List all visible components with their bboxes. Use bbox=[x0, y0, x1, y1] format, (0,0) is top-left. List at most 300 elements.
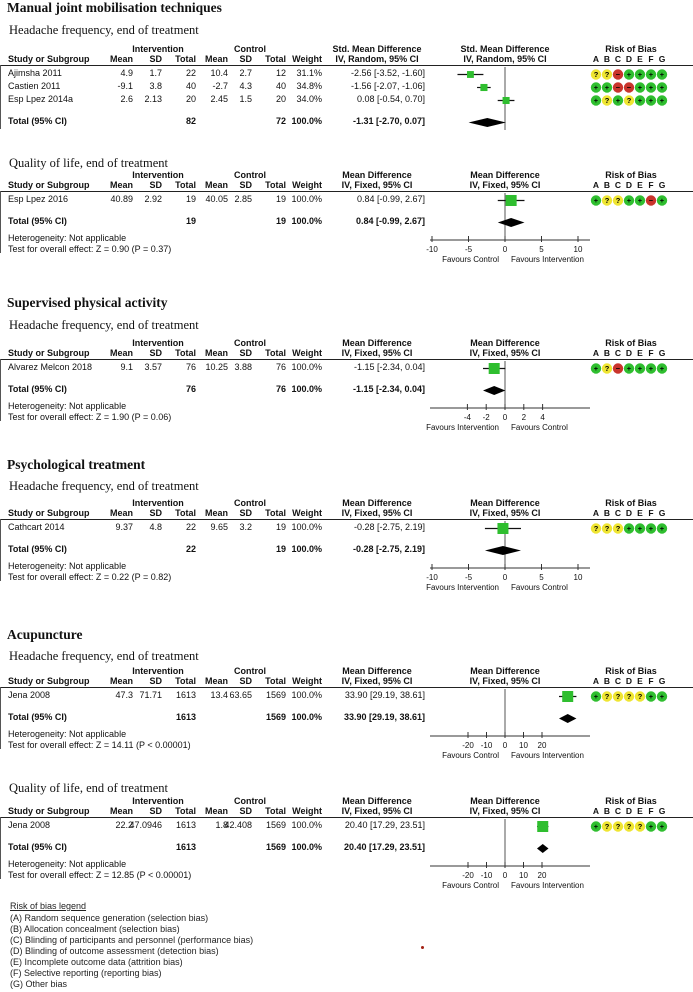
col-sd: SD bbox=[239, 54, 252, 64]
intervention-total: 22 bbox=[185, 522, 196, 532]
ci-text: 20.40 [17.29, 23.51] bbox=[344, 820, 425, 830]
total-weight: 100.0% bbox=[291, 116, 322, 126]
rob-symbol: + bbox=[648, 96, 654, 106]
axis-tick-label: 0 bbox=[502, 413, 508, 422]
legend-item: (D) Blinding of outcome assessment (detection bias) bbox=[10, 946, 219, 956]
rob-symbol: ? bbox=[593, 70, 599, 80]
rob-symbol: ? bbox=[615, 196, 621, 206]
total-ci-text: 0.84 [-0.99, 2.67] bbox=[355, 216, 425, 226]
control-sd: 3.88 bbox=[234, 362, 252, 372]
rob-letter: G bbox=[658, 348, 666, 358]
overall-effect-test: Test for overall effect: Z = 1.90 (P = 0.06) bbox=[8, 412, 172, 422]
col-group-intervention: Intervention bbox=[132, 170, 184, 180]
control-mean: 9.65 bbox=[210, 522, 228, 532]
axis-tick-label: 0 bbox=[502, 741, 508, 750]
rob-symbol: + bbox=[659, 692, 665, 702]
total-control-n: 19 bbox=[275, 216, 286, 226]
axis-tick-label: 20 bbox=[537, 871, 547, 880]
rob-symbol: − bbox=[648, 196, 654, 206]
col-total: Total bbox=[175, 54, 196, 64]
rob-letter: E bbox=[637, 676, 643, 686]
category-title-physical-activity: Supervised physical activity bbox=[7, 295, 168, 310]
axis-tick-label: 10 bbox=[519, 871, 528, 880]
control-sd: 4.3 bbox=[239, 81, 252, 91]
total-label: Total (95% CI) bbox=[8, 116, 67, 126]
col-group-control: Control bbox=[234, 44, 266, 54]
col-group-intervention: Intervention bbox=[132, 666, 184, 676]
col-method-label: IV, Fixed, 95% CI bbox=[341, 806, 413, 816]
col-total: Total bbox=[265, 348, 286, 358]
col-effect-label: Mean Difference bbox=[342, 796, 412, 806]
axis-tick-label: 0 bbox=[502, 245, 508, 254]
rob-symbol: + bbox=[648, 364, 654, 374]
rob-symbol: ? bbox=[604, 196, 610, 206]
favours-left-label: Favours Intervention bbox=[426, 423, 499, 432]
col-mean: Mean bbox=[109, 54, 133, 64]
risk-of-bias-legend bbox=[10, 901, 253, 990]
col-sd: SD bbox=[149, 348, 162, 358]
rob-symbol: + bbox=[593, 96, 599, 106]
axis-tick-label: -20 bbox=[462, 741, 474, 750]
col-study: Study or Subgroup bbox=[8, 508, 90, 518]
heterogeneity-note: Heterogeneity: Not applicable bbox=[8, 401, 127, 411]
rob-symbol: + bbox=[659, 822, 665, 832]
col-group-control: Control bbox=[234, 338, 266, 348]
total-control-n: 1569 bbox=[265, 842, 286, 852]
axis-tick-label: -2 bbox=[482, 413, 490, 422]
rob-letter: C bbox=[614, 348, 622, 358]
total-control-n: 76 bbox=[275, 384, 286, 394]
outcome-title: Headache frequency, end of treatment bbox=[9, 23, 199, 37]
overall-effect-test: Test for overall effect: Z = 0.90 (P = 0.37) bbox=[8, 244, 172, 254]
rob-letter: F bbox=[648, 676, 654, 686]
col-study: Study or Subgroup bbox=[8, 180, 90, 190]
forest-table-manual-joint-qol bbox=[0, 170, 693, 268]
favours-right-label: Favours Control bbox=[511, 423, 568, 432]
control-total: 12 bbox=[275, 68, 286, 78]
total-ci-text: -0.28 [-2.75, 2.19] bbox=[352, 544, 425, 554]
forest-plot-svg bbox=[0, 498, 693, 596]
col-weight: Weight bbox=[292, 806, 322, 816]
intervention-total: 22 bbox=[185, 68, 196, 78]
heterogeneity-note: Heterogeneity: Not applicable bbox=[8, 561, 127, 571]
legend-item: (A) Random sequence generation (selection bias) bbox=[10, 913, 209, 923]
intervention-sd: 71.71 bbox=[139, 690, 162, 700]
ci-text: -2.56 [-3.52, -1.60] bbox=[350, 68, 425, 78]
rob-letter: A bbox=[592, 508, 600, 518]
rob-symbol: ? bbox=[604, 96, 610, 106]
rob-letter: C bbox=[614, 806, 622, 816]
plot-method-label: IV, Fixed, 95% CI bbox=[469, 676, 541, 686]
study-name: Ajimsha 2011 bbox=[8, 68, 62, 78]
favours-left-label: Favours Control bbox=[442, 255, 499, 264]
overall-effect-test: Test for overall effect: Z = 0.22 (P = 0.82) bbox=[8, 572, 172, 582]
total-weight: 100.0% bbox=[291, 712, 322, 722]
total-intervention-n: 76 bbox=[185, 384, 196, 394]
rob-letter: E bbox=[637, 348, 643, 358]
weight-value: 100.0% bbox=[291, 820, 322, 830]
ci-text: -1.56 [-2.07, -1.06] bbox=[350, 81, 425, 91]
intervention-sd: 3.8 bbox=[149, 81, 162, 91]
weight-value: 100.0% bbox=[291, 362, 322, 372]
rob-symbol: + bbox=[659, 70, 665, 80]
rob-symbol: + bbox=[648, 70, 654, 80]
col-group-intervention: Intervention bbox=[132, 498, 184, 508]
axis-tick-label: 10 bbox=[573, 573, 583, 582]
effect-square bbox=[480, 84, 487, 91]
outcome-title: Quality of life, end of treatment bbox=[9, 156, 168, 170]
effect-square bbox=[467, 71, 474, 78]
plot-effect-label: Mean Difference bbox=[470, 338, 540, 348]
col-group-control: Control bbox=[234, 796, 266, 806]
intervention-total: 19 bbox=[185, 194, 196, 204]
col-effect-label: Mean Difference bbox=[342, 338, 412, 348]
study-name: Castien 2011 bbox=[8, 81, 61, 91]
intervention-sd: 4.8 bbox=[149, 522, 162, 532]
plot-effect-label: Std. Mean Difference bbox=[460, 44, 550, 54]
total-intervention-n: 22 bbox=[185, 544, 196, 554]
legend-item: (E) Incomplete outcome data (attrition bias) bbox=[10, 957, 183, 967]
col-risk-of-bias: Risk of Bias bbox=[605, 498, 657, 508]
col-weight: Weight bbox=[292, 54, 322, 64]
col-risk-of-bias: Risk of Bias bbox=[605, 170, 657, 180]
rob-symbol: + bbox=[659, 96, 665, 106]
rob-letter: G bbox=[658, 180, 666, 190]
col-sd: SD bbox=[149, 806, 162, 816]
rob-letter: F bbox=[648, 348, 654, 358]
col-total: Total bbox=[175, 180, 196, 190]
axis-tick-label: 5 bbox=[539, 245, 544, 254]
col-group-control: Control bbox=[234, 498, 266, 508]
heterogeneity-note: Heterogeneity: Not applicable bbox=[8, 233, 127, 243]
col-sd: SD bbox=[239, 806, 252, 816]
effect-square bbox=[506, 195, 517, 206]
col-group-control: Control bbox=[234, 666, 266, 676]
col-study: Study or Subgroup bbox=[8, 348, 90, 358]
category-title-psychological: Psychological treatment bbox=[7, 457, 146, 472]
axis-tick-label: -5 bbox=[464, 245, 473, 254]
total-weight: 100.0% bbox=[291, 384, 322, 394]
rob-symbol: + bbox=[637, 70, 643, 80]
control-total: 40 bbox=[275, 81, 286, 91]
plot-effect-label: Mean Difference bbox=[470, 666, 540, 676]
control-total: 19 bbox=[275, 194, 286, 204]
legend-item: (B) Allocation concealment (selection bias) bbox=[10, 924, 180, 934]
rob-symbol: ? bbox=[604, 692, 610, 702]
plot-method-label: IV, Fixed, 95% CI bbox=[469, 180, 541, 190]
col-mean: Mean bbox=[204, 180, 228, 190]
control-total: 20 bbox=[275, 94, 286, 104]
rob-letter: G bbox=[658, 676, 666, 686]
control-mean: 13.4 bbox=[210, 690, 228, 700]
category-title-manual-joint: Manual joint mobilisation techniques bbox=[7, 0, 222, 15]
col-group-intervention: Intervention bbox=[132, 338, 184, 348]
rob-letter: B bbox=[603, 348, 611, 358]
col-mean: Mean bbox=[204, 676, 228, 686]
control-mean: 10.25 bbox=[205, 362, 228, 372]
control-total: 1569 bbox=[265, 690, 286, 700]
col-mean: Mean bbox=[204, 806, 228, 816]
col-risk-of-bias: Risk of Bias bbox=[605, 338, 657, 348]
favours-left-label: Favours Control bbox=[442, 881, 499, 890]
weight-value: 31.1% bbox=[296, 68, 322, 78]
favours-left-label: Favours Intervention bbox=[426, 583, 499, 592]
intervention-sd: 3.57 bbox=[144, 362, 162, 372]
control-total: 1569 bbox=[265, 820, 286, 830]
rob-letter: F bbox=[648, 180, 654, 190]
rob-symbol: + bbox=[615, 96, 621, 106]
plot-method-label: IV, Random, 95% CI bbox=[463, 54, 547, 64]
control-sd: 63.65 bbox=[229, 690, 252, 700]
control-sd: 42.408 bbox=[224, 820, 252, 830]
rob-symbol: + bbox=[604, 83, 610, 93]
rob-letter: C bbox=[614, 180, 622, 190]
outcome-title: Headache frequency, end of treatment bbox=[9, 649, 199, 663]
rob-letter: D bbox=[625, 676, 633, 686]
overall-effect-test: Test for overall effect: Z = 14.11 (P < 0.00001) bbox=[8, 740, 191, 750]
axis-tick-label: 2 bbox=[521, 413, 527, 422]
rob-symbol: + bbox=[626, 196, 632, 206]
col-effect-label: Mean Difference bbox=[342, 666, 412, 676]
col-weight: Weight bbox=[292, 348, 322, 358]
rob-letter: F bbox=[648, 54, 654, 64]
rob-letter: E bbox=[637, 806, 643, 816]
plot-method-label: IV, Fixed, 95% CI bbox=[469, 806, 541, 816]
rob-symbol: ? bbox=[593, 524, 599, 534]
rob-letter: A bbox=[592, 54, 600, 64]
axis-tick-label: -4 bbox=[463, 413, 471, 422]
col-weight: Weight bbox=[292, 180, 322, 190]
rob-symbol: ? bbox=[626, 692, 632, 702]
axis-tick-label: 10 bbox=[519, 741, 528, 750]
total-weight: 100.0% bbox=[291, 842, 322, 852]
axis-tick-label: 4 bbox=[540, 413, 545, 422]
category-title-acupuncture: Acupuncture bbox=[7, 627, 83, 642]
favours-left-label: Favours Control bbox=[442, 751, 499, 760]
rob-symbol: + bbox=[593, 822, 599, 832]
rob-letter: G bbox=[658, 806, 666, 816]
total-weight: 100.0% bbox=[291, 216, 322, 226]
forest-plot-svg bbox=[0, 666, 693, 764]
col-total: Total bbox=[265, 180, 286, 190]
total-ci-text: -1.15 [-2.34, 0.04] bbox=[352, 384, 425, 394]
rob-letter: B bbox=[603, 508, 611, 518]
rob-letter: A bbox=[592, 676, 600, 686]
forest-table-physical-activity bbox=[0, 338, 693, 436]
col-total: Total bbox=[175, 676, 196, 686]
total-control-n: 1569 bbox=[265, 712, 286, 722]
col-mean: Mean bbox=[204, 348, 228, 358]
col-total: Total bbox=[265, 806, 286, 816]
col-method-label: IV, Fixed, 95% CI bbox=[341, 348, 413, 358]
col-total: Total bbox=[175, 508, 196, 518]
col-effect-label: Std. Mean Difference bbox=[332, 44, 422, 54]
control-total: 76 bbox=[275, 362, 286, 372]
col-sd: SD bbox=[149, 508, 162, 518]
plot-method-label: IV, Fixed, 95% CI bbox=[469, 508, 541, 518]
effect-square bbox=[537, 821, 548, 832]
rob-symbol: + bbox=[593, 364, 599, 374]
col-risk-of-bias: Risk of Bias bbox=[605, 44, 657, 54]
control-mean: 40.05 bbox=[205, 194, 228, 204]
col-risk-of-bias: Risk of Bias bbox=[605, 796, 657, 806]
col-group-intervention: Intervention bbox=[132, 44, 184, 54]
rob-symbol: + bbox=[659, 83, 665, 93]
rob-letter: C bbox=[614, 508, 622, 518]
rob-letter: F bbox=[648, 806, 654, 816]
control-sd: 2.7 bbox=[239, 68, 252, 78]
heterogeneity-note: Heterogeneity: Not applicable bbox=[8, 729, 127, 739]
rob-letter: C bbox=[614, 676, 622, 686]
effect-square bbox=[497, 523, 508, 534]
rob-letter: B bbox=[603, 806, 611, 816]
total-intervention-n: 1613 bbox=[175, 712, 196, 722]
col-mean: Mean bbox=[109, 348, 133, 358]
col-total: Total bbox=[175, 806, 196, 816]
rob-symbol: ? bbox=[626, 96, 632, 106]
rob-symbol: ? bbox=[615, 524, 621, 534]
forest-plot-svg bbox=[0, 796, 693, 894]
rob-symbol: + bbox=[648, 83, 654, 93]
rob-symbol: + bbox=[637, 83, 643, 93]
outcome-title: Headache frequency, end of treatment bbox=[9, 318, 199, 332]
rob-symbol: − bbox=[615, 83, 621, 93]
favours-right-label: Favours Intervention bbox=[511, 255, 584, 264]
plot-effect-label: Mean Difference bbox=[470, 796, 540, 806]
total-control-n: 19 bbox=[275, 544, 286, 554]
col-total: Total bbox=[265, 54, 286, 64]
col-sd: SD bbox=[239, 508, 252, 518]
total-intervention-n: 1613 bbox=[175, 842, 196, 852]
axis-tick-label: -10 bbox=[480, 871, 493, 880]
control-mean: 10.4 bbox=[210, 68, 228, 78]
control-mean: 1.8 bbox=[215, 820, 228, 830]
favours-right-label: Favours Intervention bbox=[511, 751, 584, 760]
intervention-mean: 9.1 bbox=[120, 362, 133, 372]
rob-letter: A bbox=[592, 348, 600, 358]
col-risk-of-bias: Risk of Bias bbox=[605, 666, 657, 676]
col-method-label: IV, Random, 95% CI bbox=[335, 54, 419, 64]
axis-tick-label: 0 bbox=[502, 871, 508, 880]
intervention-mean: 9.37 bbox=[115, 522, 133, 532]
forest-table-acupuncture-qol bbox=[0, 796, 693, 894]
study-name: Alvarez Melcon 2018 bbox=[8, 362, 93, 372]
intervention-sd: 2.92 bbox=[144, 194, 162, 204]
legend-item: (F) Selective reporting (reporting bias) bbox=[10, 968, 162, 978]
favours-right-label: Favours Control bbox=[511, 583, 568, 592]
rob-letter: E bbox=[637, 508, 643, 518]
plot-effect-label: Mean Difference bbox=[470, 498, 540, 508]
rob-symbol: + bbox=[593, 196, 599, 206]
rob-symbol: + bbox=[648, 692, 654, 702]
rob-symbol: + bbox=[648, 524, 654, 534]
stray-red-dot bbox=[421, 946, 424, 949]
col-sd: SD bbox=[149, 676, 162, 686]
total-label: Total (95% CI) bbox=[8, 216, 67, 226]
rob-letter: E bbox=[637, 54, 643, 64]
rob-letter: G bbox=[658, 54, 666, 64]
rob-symbol: + bbox=[659, 196, 665, 206]
col-effect-label: Mean Difference bbox=[342, 170, 412, 180]
outcome-title: Headache frequency, end of treatment bbox=[9, 479, 199, 493]
col-group-intervention: Intervention bbox=[132, 796, 184, 806]
total-label: Total (95% CI) bbox=[8, 712, 67, 722]
rob-symbol: ? bbox=[637, 822, 643, 832]
pooled-diamond bbox=[559, 714, 576, 723]
rob-symbol: + bbox=[659, 524, 665, 534]
forest-table-psychological bbox=[0, 498, 693, 596]
col-weight: Weight bbox=[292, 508, 322, 518]
col-total: Total bbox=[265, 508, 286, 518]
legend-item: (G) Other bias bbox=[10, 979, 68, 989]
rob-symbol: + bbox=[593, 692, 599, 702]
col-sd: SD bbox=[149, 54, 162, 64]
rob-letter: A bbox=[592, 180, 600, 190]
col-sd: SD bbox=[149, 180, 162, 190]
total-ci-text: 20.40 [17.29, 23.51] bbox=[343, 842, 425, 852]
effect-square bbox=[562, 691, 573, 702]
control-total: 19 bbox=[275, 522, 286, 532]
rob-symbol: ? bbox=[637, 692, 643, 702]
rob-letter: D bbox=[625, 806, 633, 816]
rob-symbol: ? bbox=[604, 524, 610, 534]
col-study: Study or Subgroup bbox=[8, 676, 90, 686]
total-label: Total (95% CI) bbox=[8, 842, 67, 852]
rob-symbol: + bbox=[648, 822, 654, 832]
col-sd: SD bbox=[239, 180, 252, 190]
forest-table-manual-joint-frequency bbox=[0, 44, 693, 136]
rob-letter: B bbox=[603, 180, 611, 190]
axis-tick-label: -10 bbox=[426, 245, 438, 254]
legend-title: Risk of bias legend bbox=[10, 901, 87, 911]
rob-symbol: ? bbox=[604, 70, 610, 80]
col-weight: Weight bbox=[292, 676, 322, 686]
rob-symbol: − bbox=[626, 83, 632, 93]
rob-letter: F bbox=[648, 508, 654, 518]
effect-square bbox=[489, 363, 500, 374]
pooled-diamond bbox=[537, 844, 549, 853]
weight-value: 100.0% bbox=[291, 522, 322, 532]
total-weight: 100.0% bbox=[291, 544, 322, 554]
forest-plot-svg bbox=[0, 170, 693, 268]
axis-tick-label: -10 bbox=[480, 741, 493, 750]
axis-tick-label: 10 bbox=[573, 245, 583, 254]
rob-symbol: ? bbox=[615, 822, 621, 832]
intervention-mean: 22.2 bbox=[115, 820, 133, 830]
intervention-sd: 1.7 bbox=[149, 68, 162, 78]
rob-symbol: − bbox=[615, 364, 621, 374]
col-study: Study or Subgroup bbox=[8, 806, 90, 816]
total-label: Total (95% CI) bbox=[8, 384, 67, 394]
rob-letter: D bbox=[625, 348, 633, 358]
forest-table-acupuncture-frequency bbox=[0, 666, 693, 764]
rob-symbol: ? bbox=[604, 364, 610, 374]
study-name: Jena 2008 bbox=[8, 690, 51, 700]
rob-symbol: + bbox=[593, 83, 599, 93]
control-sd: 2.85 bbox=[234, 194, 252, 204]
col-mean: Mean bbox=[204, 54, 228, 64]
rob-symbol: ? bbox=[604, 822, 610, 832]
total-label: Total (95% CI) bbox=[8, 544, 67, 554]
pooled-diamond bbox=[498, 218, 525, 227]
col-mean: Mean bbox=[204, 508, 228, 518]
rob-symbol: + bbox=[626, 364, 632, 374]
intervention-mean: 47.3 bbox=[115, 690, 133, 700]
intervention-total: 76 bbox=[185, 362, 196, 372]
control-sd: 1.5 bbox=[239, 94, 252, 104]
col-method-label: IV, Fixed, 95% CI bbox=[341, 676, 413, 686]
ci-text: 0.08 [-0.54, 0.70] bbox=[356, 94, 425, 104]
